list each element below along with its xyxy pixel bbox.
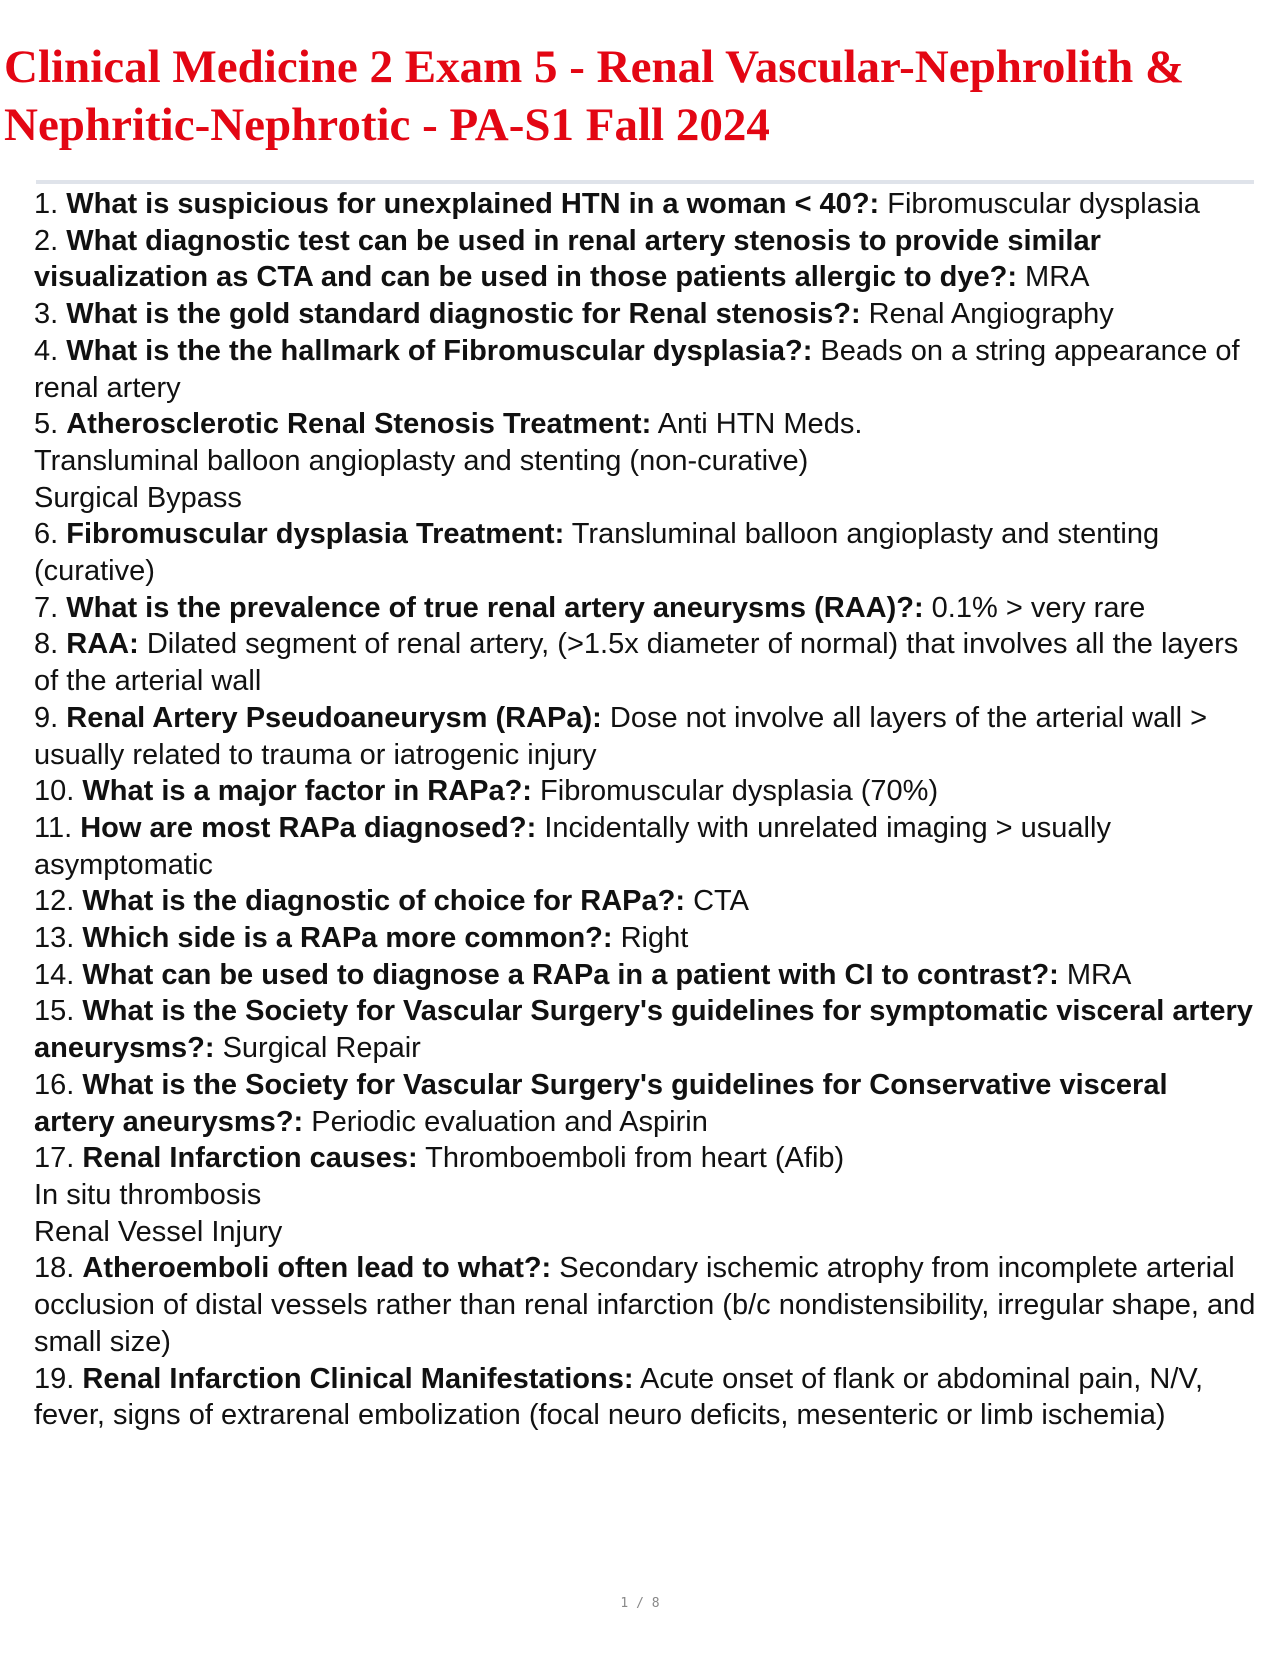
- document-title: Clinical Medicine 2 Exam 5 - Renal Vascular-Nephrolith & Nephritic-Nephrotic - PA-S1 Fall 2024: [4, 41, 1185, 151]
- flashcard-question: What is the Society for Vascular Surgery's guidelines for symptomatic visceral artery aneurysms?:: [34, 995, 1253, 1065]
- flashcard-item: [34, 1250, 1256, 1360]
- flashcard-number: 7.: [34, 591, 59, 624]
- flashcard-item: [34, 883, 1256, 920]
- flashcard-question: Fibromuscular dysplasia Treatment:: [66, 518, 565, 551]
- flashcard-answer: Periodic evaluation and Aspirin: [311, 1105, 708, 1138]
- flashcard-answer: Fibromuscular dysplasia (70%): [540, 775, 939, 808]
- flashcard-question: Which side is a RAPa more common?:: [82, 922, 613, 955]
- flashcard-answer: Beads on a string appearance of renal artery: [34, 334, 1240, 404]
- flashcard-number: 1.: [34, 188, 59, 220]
- flashcard-question: What diagnostic test can be used in renal artery stenosis to provide similar visualization as CTA and can be used in those patients allergic to dye?:: [34, 224, 1101, 294]
- flashcard-question: Atherosclerotic Renal Stenosis Treatment:: [66, 408, 652, 441]
- page-number: 1 / 8: [620, 1596, 660, 1611]
- flashcard-answer: Right: [620, 922, 689, 955]
- flashcard-item: [34, 1140, 1256, 1250]
- flashcard-question: Atheroemboli often lead to what?:: [82, 1252, 552, 1285]
- flashcard-answer: MRA: [1066, 958, 1132, 991]
- flashcard-item: [34, 626, 1256, 699]
- flashcard-number: 17.: [34, 1142, 75, 1175]
- flashcard-question: What is the gold standard diagnostic for Renal stenosis?:: [66, 298, 861, 331]
- flashcard-question: What is the the hallmark of Fibromuscular dysplasia?:: [66, 334, 813, 367]
- title-divider: [36, 180, 1254, 184]
- flashcard-item: [34, 993, 1256, 1066]
- flashcard-answer: Incidentally with unrelated imaging > usually asymptomatic: [34, 811, 1111, 881]
- flashcard-item: [34, 957, 1256, 994]
- flashcard-number: 8.: [34, 628, 59, 661]
- flashcard-number: 16.: [34, 1068, 75, 1101]
- flashcard-number: 4.: [34, 334, 59, 367]
- flashcard-item: [34, 223, 1256, 296]
- flashcard-item: [34, 296, 1256, 333]
- flashcard-item: [34, 186, 1256, 223]
- flashcard-number: 11.: [34, 811, 73, 844]
- flashcard-number: 15.: [34, 995, 75, 1028]
- flashcard-item: [34, 1361, 1256, 1434]
- flashcard-number: 9.: [34, 701, 59, 734]
- flashcard-item: [34, 920, 1256, 957]
- flashcard-item: [34, 700, 1256, 773]
- flashcard-item: [34, 516, 1256, 589]
- flashcard-answer: Thromboemboli from heart (Afib) In situ thrombosis Renal Vessel Injury: [34, 1142, 845, 1248]
- flashcard-item: [34, 1067, 1256, 1140]
- flashcard-question: What is a major factor in RAPa?:: [82, 775, 532, 808]
- flashcard-item: [34, 810, 1256, 883]
- flashcard-number: 18.: [34, 1252, 75, 1285]
- flashcard-item: [34, 333, 1256, 406]
- flashcard-number: 14.: [34, 958, 75, 991]
- flashcard-question: Renal Infarction Clinical Manifestations:: [82, 1362, 634, 1395]
- flashcard-number: 19.: [34, 1362, 75, 1395]
- flashcard-answer: Transluminal balloon angioplasty and stenting (curative): [34, 518, 1160, 588]
- flashcard-question: RAA:: [66, 628, 139, 661]
- flashcard-question: What is the diagnostic of choice for RAPa?:: [82, 885, 685, 918]
- flashcard-answer: MRA: [1025, 261, 1090, 294]
- flashcard-list: [34, 186, 1256, 1434]
- flashcard-number: 5.: [34, 408, 59, 441]
- flashcard-answer: CTA: [693, 885, 749, 918]
- flashcard-number: 10.: [34, 775, 75, 808]
- flashcard-question: What is suspicious for unexplained HTN in a woman < 40?:: [66, 188, 880, 220]
- flashcard-question: Renal Infarction causes:: [82, 1142, 418, 1175]
- flashcard-answer: Renal Angiography: [868, 298, 1114, 331]
- flashcard-number: 2.: [34, 224, 59, 257]
- flashcard-item: [34, 590, 1256, 627]
- flashcard-number: 3.: [34, 298, 59, 331]
- flashcard-number: 6.: [34, 518, 59, 551]
- flashcard-question: What can be used to diagnose a RAPa in a patient with CI to contrast?:: [82, 958, 1059, 991]
- flashcard-number: 13.: [34, 922, 75, 955]
- flashcard-answer: Dose not involve all layers of the arterial wall > usually related to trauma or iatrogenic injury: [34, 701, 1208, 771]
- flashcard-answer: Acute onset of flank or abdominal pain, N/V, fever, signs of extrarenal embolization (focal neuro deficits, mesenteric or limb ischemia): [34, 1362, 1204, 1432]
- flashcard-answer: Anti HTN Meds. Transluminal balloon angioplasty and stenting (non-curative) Surgical Bypass: [34, 408, 863, 514]
- flashcard-question: What is the prevalence of true renal artery aneurysms (RAA)?:: [66, 591, 924, 624]
- flashcard-answer: Fibromuscular dysplasia: [887, 188, 1200, 220]
- flashcard-question: How are most RAPa diagnosed?:: [80, 811, 537, 844]
- flashcard-answer: 0.1% > very rare: [931, 591, 1146, 624]
- flashcard-answer: Secondary ischemic atrophy from incomplete arterial occlusion of distal vessels rather than renal infarction (b/c nondistensibility, irregular shape, and small size): [34, 1252, 1256, 1358]
- flashcard-item: [34, 406, 1256, 516]
- flashcard-number: 12.: [34, 885, 75, 918]
- flashcard-answer: Dilated segment of renal artery, (>1.5x diameter of normal) that involves all the layers of the arterial wall: [34, 628, 1239, 698]
- flashcard-item: [34, 773, 1256, 810]
- flashcard-answer: Surgical Repair: [222, 1032, 421, 1065]
- flashcard-question: Renal Artery Pseudoaneurysm (RAPa):: [66, 701, 602, 734]
- flashcard-question: What is the Society for Vascular Surgery's guidelines for Conservative visceral artery aneurysms?:: [34, 1068, 1168, 1138]
